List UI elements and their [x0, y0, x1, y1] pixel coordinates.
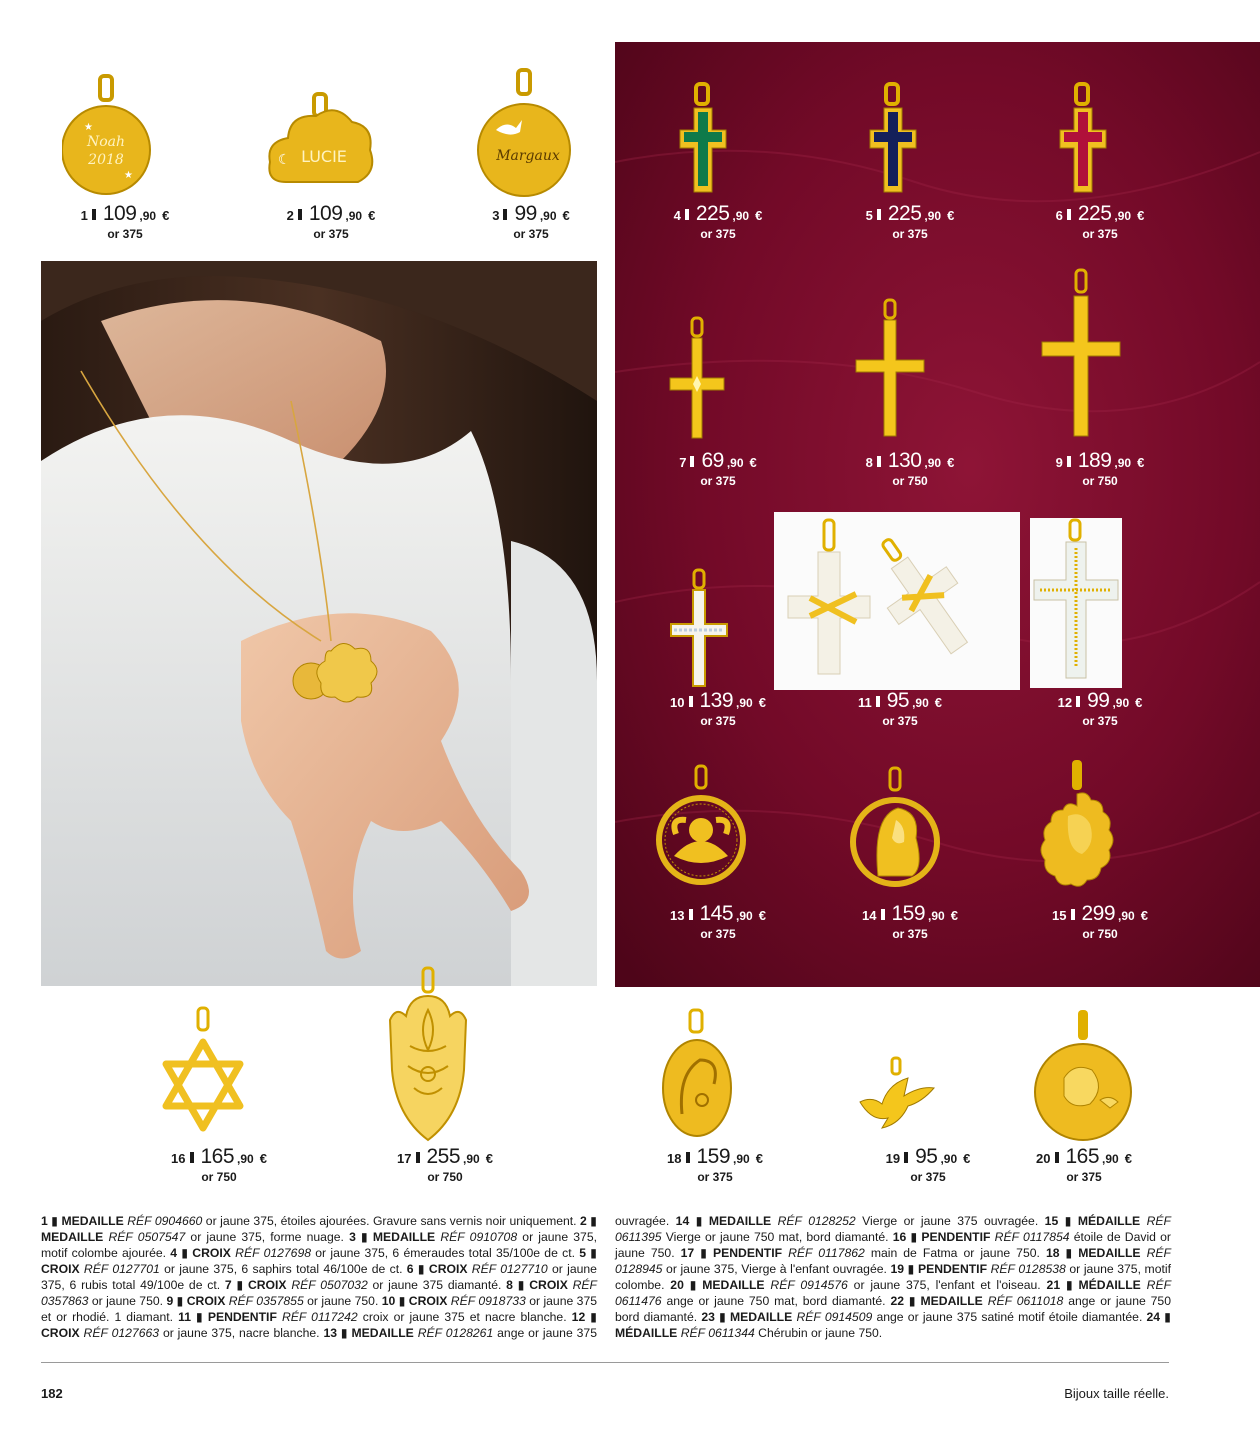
- round-medal-stars-icon: [62, 74, 152, 200]
- currency: €: [485, 1151, 493, 1166]
- price-amount: 225: [695, 202, 730, 225]
- price-cents: ,90: [924, 209, 942, 223]
- separator-bar: [1055, 1152, 1059, 1163]
- separator-bar: [416, 1152, 420, 1163]
- cloud-medal-icon: [266, 92, 378, 196]
- currency: €: [947, 455, 955, 470]
- description-text: or jaune 375 et or rhodié. 1 diamant.: [41, 1294, 598, 1324]
- price-amount: 159: [891, 902, 926, 925]
- description-number: 8 ▮ CROIX: [506, 1278, 573, 1292]
- price-amount: 95: [915, 1145, 938, 1168]
- price-amount: 159: [696, 1145, 731, 1168]
- item-number: 15: [1052, 908, 1067, 923]
- currency: €: [1140, 908, 1148, 923]
- engraving-line-2: 2018: [88, 152, 124, 168]
- price-cents: ,90: [1112, 696, 1130, 710]
- description-reference: RÉF 0117854: [994, 1230, 1070, 1244]
- price-cents: ,90: [539, 209, 557, 223]
- separator-bar: [92, 209, 96, 220]
- price-amount: 99: [514, 202, 537, 225]
- separator-bar: [1076, 696, 1080, 707]
- description-text: Vierge or jaune 750 mat, bord diamanté.: [661, 1230, 893, 1244]
- price-block-6: [1015, 203, 1185, 240]
- description-text: or jaune 375, 6 émeraudes total 35/100e de ct.: [311, 1246, 580, 1260]
- engraving-name: LUCIE: [301, 147, 347, 166]
- price-amount: 109: [102, 202, 137, 225]
- dove-pendant-icon: [856, 1056, 938, 1136]
- description-text: ange or jaune 750 bord diamanté.: [615, 1294, 1171, 1324]
- item-number: 20: [1036, 1151, 1051, 1166]
- price-block-1: [40, 203, 210, 240]
- price-block-12: [1015, 690, 1185, 727]
- metal-grade: or 750: [1082, 474, 1118, 488]
- currency: €: [934, 695, 943, 710]
- description-reference: RÉF 0127710: [471, 1262, 548, 1276]
- engraving-name: Margaux: [496, 148, 560, 164]
- price-block-9: [1015, 450, 1185, 487]
- description-text: or jaune 375, 6 saphirs total 46/100e de ct.: [159, 1262, 407, 1276]
- price-cents: ,90: [1118, 909, 1135, 923]
- price-amount: 165: [1065, 1145, 1100, 1168]
- price-amount: 109: [308, 202, 343, 225]
- description-text: or jaune 750.: [303, 1294, 382, 1308]
- description-reference: RÉF 0507032: [291, 1278, 368, 1292]
- virgin-mary-medal-icon: [848, 766, 942, 896]
- description-reference: RÉF 0128252: [777, 1214, 856, 1228]
- description-reference: RÉF 0611344: [680, 1326, 755, 1340]
- price-block-10: [633, 690, 803, 727]
- metal-grade: or 375: [910, 1170, 946, 1184]
- price-block-19: [843, 1146, 1013, 1183]
- price-amount: 95: [886, 689, 910, 712]
- description-number: 15 ▮ MÉDAILLE: [1044, 1214, 1147, 1228]
- currency: €: [749, 455, 757, 470]
- price-cents: ,90: [736, 909, 753, 923]
- metal-grade: or 375: [700, 927, 736, 941]
- svg-text:★: ★: [84, 122, 93, 133]
- price-cents: ,90: [732, 209, 750, 223]
- mother-of-pearl-cross-diamond-icon: [668, 568, 730, 688]
- separator-bar: [690, 456, 694, 467]
- currency: €: [963, 1151, 971, 1166]
- item-number: 4: [673, 208, 681, 223]
- footer-note: Bijoux taille réelle.: [1064, 1386, 1169, 1401]
- description-text: or jaune 375, l'enfant et l'oiseau.: [847, 1278, 1047, 1292]
- item-number: 18: [667, 1151, 682, 1166]
- separator-bar: [904, 1152, 908, 1163]
- description-text: or jaune 375, 6 rubis total 49/100e de ct.: [41, 1262, 597, 1292]
- description-number: 1 ▮ MEDAILLE: [41, 1214, 128, 1228]
- currency: €: [758, 908, 766, 923]
- separator-bar: [876, 696, 880, 707]
- description-number: 7 ▮ CROIX: [224, 1278, 292, 1292]
- description-reference: RÉF 0611018: [987, 1294, 1064, 1308]
- price-cents: ,90: [928, 909, 945, 923]
- price-block-5: [825, 203, 995, 240]
- price-block-13: [633, 903, 803, 940]
- description-number: 23 ▮ MEDAILLE: [701, 1310, 797, 1324]
- description-reference: RÉF 0357863: [41, 1278, 597, 1308]
- description-reference: RÉF 0117242: [281, 1310, 358, 1324]
- item-number: 13: [670, 908, 685, 923]
- description-number: 3 ▮ MEDAILLE: [349, 1230, 441, 1244]
- separator-bar: [503, 209, 507, 220]
- description-number: 4 ▮ CROIX: [170, 1246, 236, 1260]
- description-text: or jaune 750.: [88, 1294, 167, 1308]
- description-reference: RÉF 0127698: [235, 1246, 312, 1260]
- price-block-2: [246, 203, 416, 240]
- item-number: 6: [1055, 208, 1063, 223]
- product-11-photo-panel: [774, 512, 1020, 690]
- star-of-david-pendant-icon: [158, 1006, 248, 1140]
- description-number: 13 ▮ MEDAILLE: [323, 1326, 418, 1340]
- metal-grade: or 375: [513, 227, 549, 241]
- scalloped-virgin-medal-icon: [1040, 758, 1114, 894]
- separator-bar: [689, 696, 693, 707]
- description-reference: RÉF 0611395: [615, 1214, 1171, 1244]
- price-cents: ,90: [924, 456, 942, 470]
- currency: €: [1124, 1151, 1132, 1166]
- description-text: croix or jaune 375 et nacre blanche.: [357, 1310, 572, 1324]
- emerald-cross-icon: [678, 82, 728, 194]
- description-item: [170, 1246, 579, 1260]
- description-text: or jaune 375 diamanté.: [367, 1278, 507, 1292]
- description-number: 22 ▮ MEDAILLE: [890, 1294, 988, 1308]
- description-text: or jaune 375, étoiles ajourées. Gravure sans vernis noir uniquement.: [202, 1214, 581, 1228]
- price-cents: ,90: [463, 1152, 480, 1166]
- separator-bar: [686, 1152, 690, 1163]
- price-amount: 99: [1087, 689, 1110, 712]
- description-text: étoile de David or jaune 750.: [615, 1230, 1171, 1260]
- description-item: [178, 1310, 572, 1324]
- description-text: Vierge or jaune 375 ouvragée.: [855, 1214, 1045, 1228]
- price-amount: 255: [426, 1145, 461, 1168]
- footer-divider: [41, 1362, 1169, 1363]
- separator-bar: [190, 1152, 194, 1163]
- price-amount: 299: [1081, 902, 1116, 925]
- price-cents: ,90: [940, 1152, 958, 1166]
- description-reference: RÉF 0910708: [440, 1230, 518, 1244]
- large-gold-cross-icon: [1040, 268, 1124, 440]
- description-reference: RÉF 0611476: [615, 1278, 1172, 1308]
- angel-medal-icon: [654, 764, 748, 894]
- metal-grade: or 375: [313, 227, 349, 241]
- metal-grade: or 750: [1082, 927, 1118, 941]
- item-number: 19: [885, 1151, 901, 1166]
- gold-cross-diamond-cut-icon: [668, 316, 728, 440]
- description-reference: RÉF 0918733: [450, 1294, 526, 1308]
- price-cents: ,90: [345, 209, 363, 223]
- description-text: or jaune 375, motif colombe.: [615, 1262, 1171, 1292]
- separator-bar: [881, 909, 885, 920]
- page-number: 182: [41, 1386, 63, 1401]
- currency: €: [1137, 455, 1145, 470]
- separator-bar: [298, 209, 302, 220]
- description-reference: RÉF 0914509: [796, 1310, 873, 1324]
- item-number: 7: [679, 455, 687, 470]
- description-number: 19 ▮ PENDENTIF: [890, 1262, 991, 1276]
- price-block-17: [360, 1146, 530, 1183]
- price-amount: 165: [200, 1145, 235, 1168]
- metal-grade: or 750: [201, 1170, 237, 1184]
- description-text: ange or jaune 375 ouvragée.: [493, 1214, 676, 1340]
- currency: €: [755, 208, 763, 223]
- metal-grade: or 375: [700, 227, 736, 241]
- metal-grade: or 375: [882, 714, 918, 728]
- description-number: 11 ▮ PENDENTIF: [178, 1310, 282, 1324]
- price-cents: ,90: [736, 696, 753, 710]
- description-number: 24 ▮ MÉDAILLE: [615, 1310, 1171, 1340]
- description-number: 21 ▮ MÉDAILLE: [1046, 1278, 1147, 1292]
- description-text: or jaune 375, motif colombe ajourée.: [41, 1230, 598, 1260]
- product-12-photo-panel: [1030, 518, 1122, 688]
- hand-of-fatima-pendant-icon: [380, 966, 476, 1146]
- price-amount: 139: [699, 689, 734, 712]
- product-descriptions: [41, 1213, 1171, 1341]
- description-reference: RÉF 0357855: [228, 1294, 304, 1308]
- price-amount: 189: [1077, 449, 1112, 472]
- price-amount: 130: [887, 449, 922, 472]
- price-cents: ,90: [237, 1152, 254, 1166]
- description-number: 5 ▮ CROIX: [41, 1246, 597, 1276]
- description-item: [225, 1278, 506, 1292]
- price-block-16: [134, 1146, 304, 1183]
- description-reference: RÉF 0127663: [83, 1326, 160, 1340]
- svg-text:☾: ☾: [278, 151, 291, 167]
- metal-grade: or 375: [892, 927, 928, 941]
- description-number: 2 ▮ MEDAILLE: [41, 1214, 597, 1244]
- description-item: [670, 1278, 1046, 1292]
- svg-text:★: ★: [124, 170, 133, 181]
- description-number: 6 ▮ CROIX: [406, 1262, 472, 1276]
- price-amount: 69: [701, 449, 724, 472]
- description-text: ange or jaune 375 satiné motif étoile diamantée.: [872, 1310, 1147, 1324]
- price-cents: ,90: [139, 209, 157, 223]
- item-number: 10: [670, 695, 685, 710]
- description-number: 20 ▮ MEDAILLE: [670, 1278, 771, 1292]
- price-amount: 225: [1077, 202, 1112, 225]
- description-number: 14 ▮ MEDAILLE: [675, 1214, 778, 1228]
- separator-bar: [1071, 909, 1075, 920]
- price-block-3: [446, 203, 616, 240]
- price-block-20: [999, 1146, 1169, 1183]
- price-cents: ,90: [1114, 209, 1132, 223]
- metal-grade: or 750: [427, 1170, 463, 1184]
- gold-cross-icon: [854, 298, 928, 440]
- currency: €: [368, 208, 376, 223]
- description-text: or jaune 375, nacre blanche.: [159, 1326, 324, 1340]
- item-number: 9: [1055, 455, 1063, 470]
- currency: €: [758, 695, 766, 710]
- price-cents: ,90: [733, 1152, 750, 1166]
- description-reference: RÉF 0904660: [127, 1214, 203, 1228]
- metal-grade: or 375: [700, 474, 736, 488]
- metal-grade: or 375: [1082, 227, 1118, 241]
- description-text: or jaune 375, forme nuage.: [185, 1230, 350, 1244]
- currency: €: [1137, 208, 1145, 223]
- separator-bar: [877, 456, 881, 467]
- description-text: main de Fatma or jaune 750.: [864, 1246, 1046, 1260]
- item-number: 14: [862, 908, 877, 923]
- metal-grade: or 375: [1066, 1170, 1102, 1184]
- oval-virgin-child-medal-icon: [660, 1008, 734, 1140]
- metal-grade: or 750: [892, 474, 928, 488]
- currency: €: [1135, 695, 1143, 710]
- price-cents: ,90: [912, 696, 929, 710]
- description-item: [701, 1310, 1146, 1324]
- description-text: ange or jaune 750 mat, bord diamanté.: [661, 1294, 891, 1308]
- description-reference: RÉF 0127701: [83, 1262, 160, 1276]
- lifestyle-photo-child-necklace: [41, 261, 597, 986]
- metal-grade: or 375: [107, 227, 143, 241]
- price-block-8: [825, 450, 995, 487]
- item-number: 17: [397, 1151, 412, 1166]
- description-reference: RÉF 0128538: [990, 1262, 1066, 1276]
- price-amount: 145: [699, 902, 734, 925]
- description-reference: RÉF 0914576: [770, 1278, 848, 1292]
- description-number: 12 ▮ CROIX: [41, 1310, 597, 1340]
- currency: €: [947, 208, 955, 223]
- description-text: or jaune 375, Vierge à l'enfant ouvragée.: [662, 1262, 891, 1276]
- item-number: 12: [1057, 695, 1073, 710]
- description-item: [681, 1246, 1046, 1260]
- description-reference: RÉF 0117862: [788, 1246, 865, 1260]
- price-block-14: [825, 903, 995, 940]
- separator-bar: [1067, 456, 1071, 467]
- metal-grade: or 375: [697, 1170, 733, 1184]
- description-item: [166, 1294, 381, 1308]
- price-block-11: [815, 690, 985, 727]
- description-item: [676, 1214, 1045, 1228]
- separator-bar: [685, 209, 689, 220]
- item-number: 2: [286, 208, 294, 223]
- currency: €: [259, 1151, 267, 1166]
- price-block-4: [633, 203, 803, 240]
- item-number: 11: [857, 695, 872, 710]
- price-cents: ,90: [1114, 456, 1132, 470]
- metal-grade: or 375: [892, 227, 928, 241]
- item-number: 1: [80, 208, 88, 223]
- description-reference: RÉF 0128945: [615, 1246, 1171, 1276]
- sapphire-cross-icon: [868, 82, 918, 194]
- description-number: 18 ▮ MEDAILLE: [1045, 1246, 1147, 1260]
- currency: €: [950, 908, 958, 923]
- price-block-15: [1015, 903, 1185, 940]
- dove-medal-icon: [476, 68, 576, 198]
- metal-grade: or 375: [1082, 714, 1118, 728]
- description-number: 16 ▮ PENDENTIF: [892, 1230, 995, 1244]
- price-cents: ,90: [1102, 1152, 1119, 1166]
- price-block-7: [633, 450, 803, 487]
- description-number: 17 ▮ PENDENTIF: [680, 1246, 789, 1260]
- description-reference: RÉF 0128261: [417, 1326, 494, 1340]
- item-number: 5: [865, 208, 873, 223]
- separator-bar: [689, 909, 693, 920]
- description-text: Chérubin or jaune 750.: [754, 1326, 883, 1340]
- item-number: 16: [171, 1151, 186, 1166]
- ruby-cross-icon: [1058, 82, 1108, 194]
- description-number: 9 ▮ CROIX: [166, 1294, 229, 1308]
- separator-bar: [877, 209, 881, 220]
- item-number: 3: [492, 208, 500, 223]
- metal-grade: or 375: [700, 714, 736, 728]
- price-amount: 225: [887, 202, 922, 225]
- engraving-line-1: Noah: [86, 134, 126, 150]
- price-cents: ,90: [726, 456, 744, 470]
- separator-bar: [1067, 209, 1071, 220]
- currency: €: [162, 208, 170, 223]
- description-reference: RÉF 0507547: [108, 1230, 186, 1244]
- description-number: 10 ▮ CROIX: [381, 1294, 451, 1308]
- item-number: 8: [865, 455, 873, 470]
- price-block-18: [630, 1146, 800, 1183]
- currency: €: [755, 1151, 763, 1166]
- child-and-bird-medal-icon: [1030, 1008, 1136, 1142]
- description-item: [41, 1214, 580, 1228]
- currency: €: [562, 208, 570, 223]
